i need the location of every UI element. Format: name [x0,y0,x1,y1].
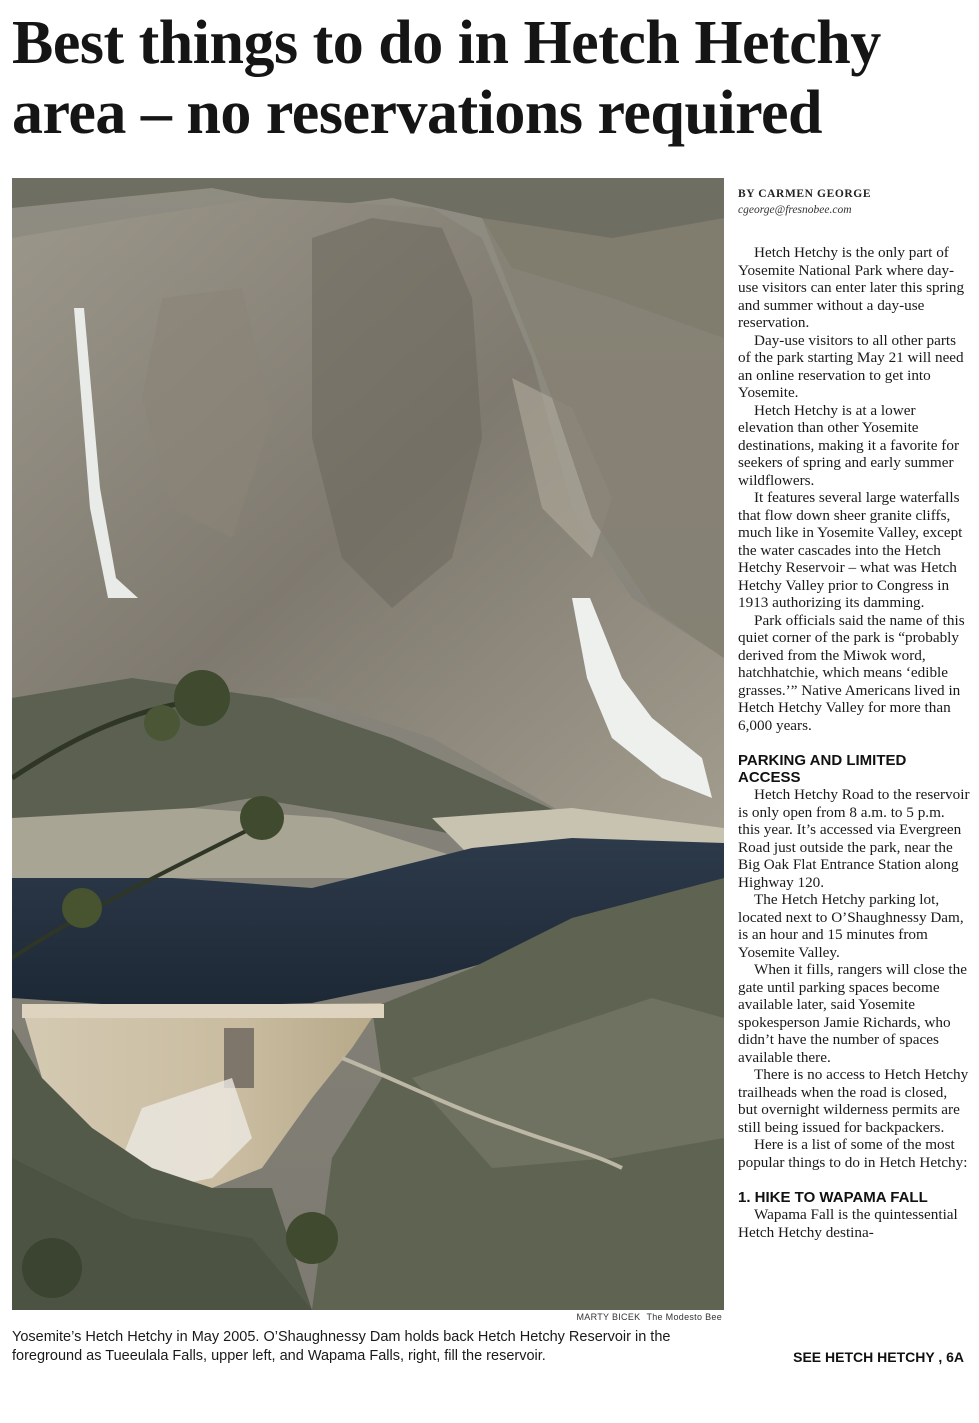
photo-credit [12,1312,722,1322]
subhead-parking: PARKING AND LIMITED ACCESS [738,752,907,786]
continuation-jump[interactable]: SEE HETCH HETCHY , 6A [793,1349,964,1365]
photo-caption: Yosemite’s Hetch Hetchy in May 2005. O’Shaughnessy Dam holds back Hetch Hetchy Reservoir in the foreground as Tueeulala Falls, upper left, and Wapama Falls, right, fill the reservoir. [12,1329,671,1364]
body-paragraph: There is no access to Hetch Hetchy trailheads when the road is closed, but overnight wilderness permits are still being issued for backpackers. [738,1066,969,1136]
article-column [738,188,970,1241]
body-paragraph: When it fills, rangers will close the gate until parking spaces become available later, said Yosemite spokesperson Jamie Richards, who didn’t have the number of spaces available there. [738,961,967,1066]
body-paragraph: Hetch Hetchy is the only part of Yosemite National Park where day-use visitors can enter later this spring and summer without a day-use reservation. [738,244,965,331]
body-paragraph: Hetch Hetchy is at a lower elevation than other Yosemite destinations, making it a favorite for seekers of spring and early summer wildflowers. [738,401,960,489]
byline: BY CARMEN GEORGE [738,188,872,200]
subhead-hike: 1. HIKE TO WAPAMA FALL [738,1189,928,1206]
body-paragraph: Day-use visitors to all other parts of the park starting May 21 will need an online reservation to get into Yosemite. [738,331,964,401]
body-paragraph: Hetch Hetchy Road to the reservoir is only open from 8 a.m. to 5 p.m. this year. It’s accessed via Evergreen Road just outside the park, near the Big Oak Flat Entrance Station along Highway 120. [738,786,970,891]
body-paragraph: The Hetch Hetchy parking lot, located next to O’Shaughnessy Dam, is an hour and 15 minutes from Yosemite Valley. [738,891,964,961]
photo-credit-name: MARTY BICEK [576,1312,641,1322]
body-paragraph: Park officials said the name of this quiet corner of the park is “probably derived from the Miwok word, hatchhatchie, which means ‘edible grasses.’” Native Americans lived in Hetch Hetchy Valley for more than 6,000 years. [738,611,965,734]
author-email[interactable]: cgeorge@fresnobee.com [738,204,852,216]
headline: Best things to do in Hetch Hetchy area – no reservations required [12,9,881,147]
body-paragraph: It features several large waterfalls that flow down sheer granite cliffs, much like in Yosemite Valley, except the water cascades into the Hetch Hetchy Reservoir – what was Hetch Hetchy Valley prior to Congress in 1913 authorizing its damming. [738,489,963,611]
photo-credit-org: The Modesto Bee [646,1312,722,1322]
landscape-photo [12,178,724,1310]
body-paragraph: Here is a list of some of the most popular things to do in Hetch Hetchy: [738,1136,968,1171]
body-paragraph: Wapama Fall is the quintessential Hetch Hetchy destina- [738,1206,958,1241]
